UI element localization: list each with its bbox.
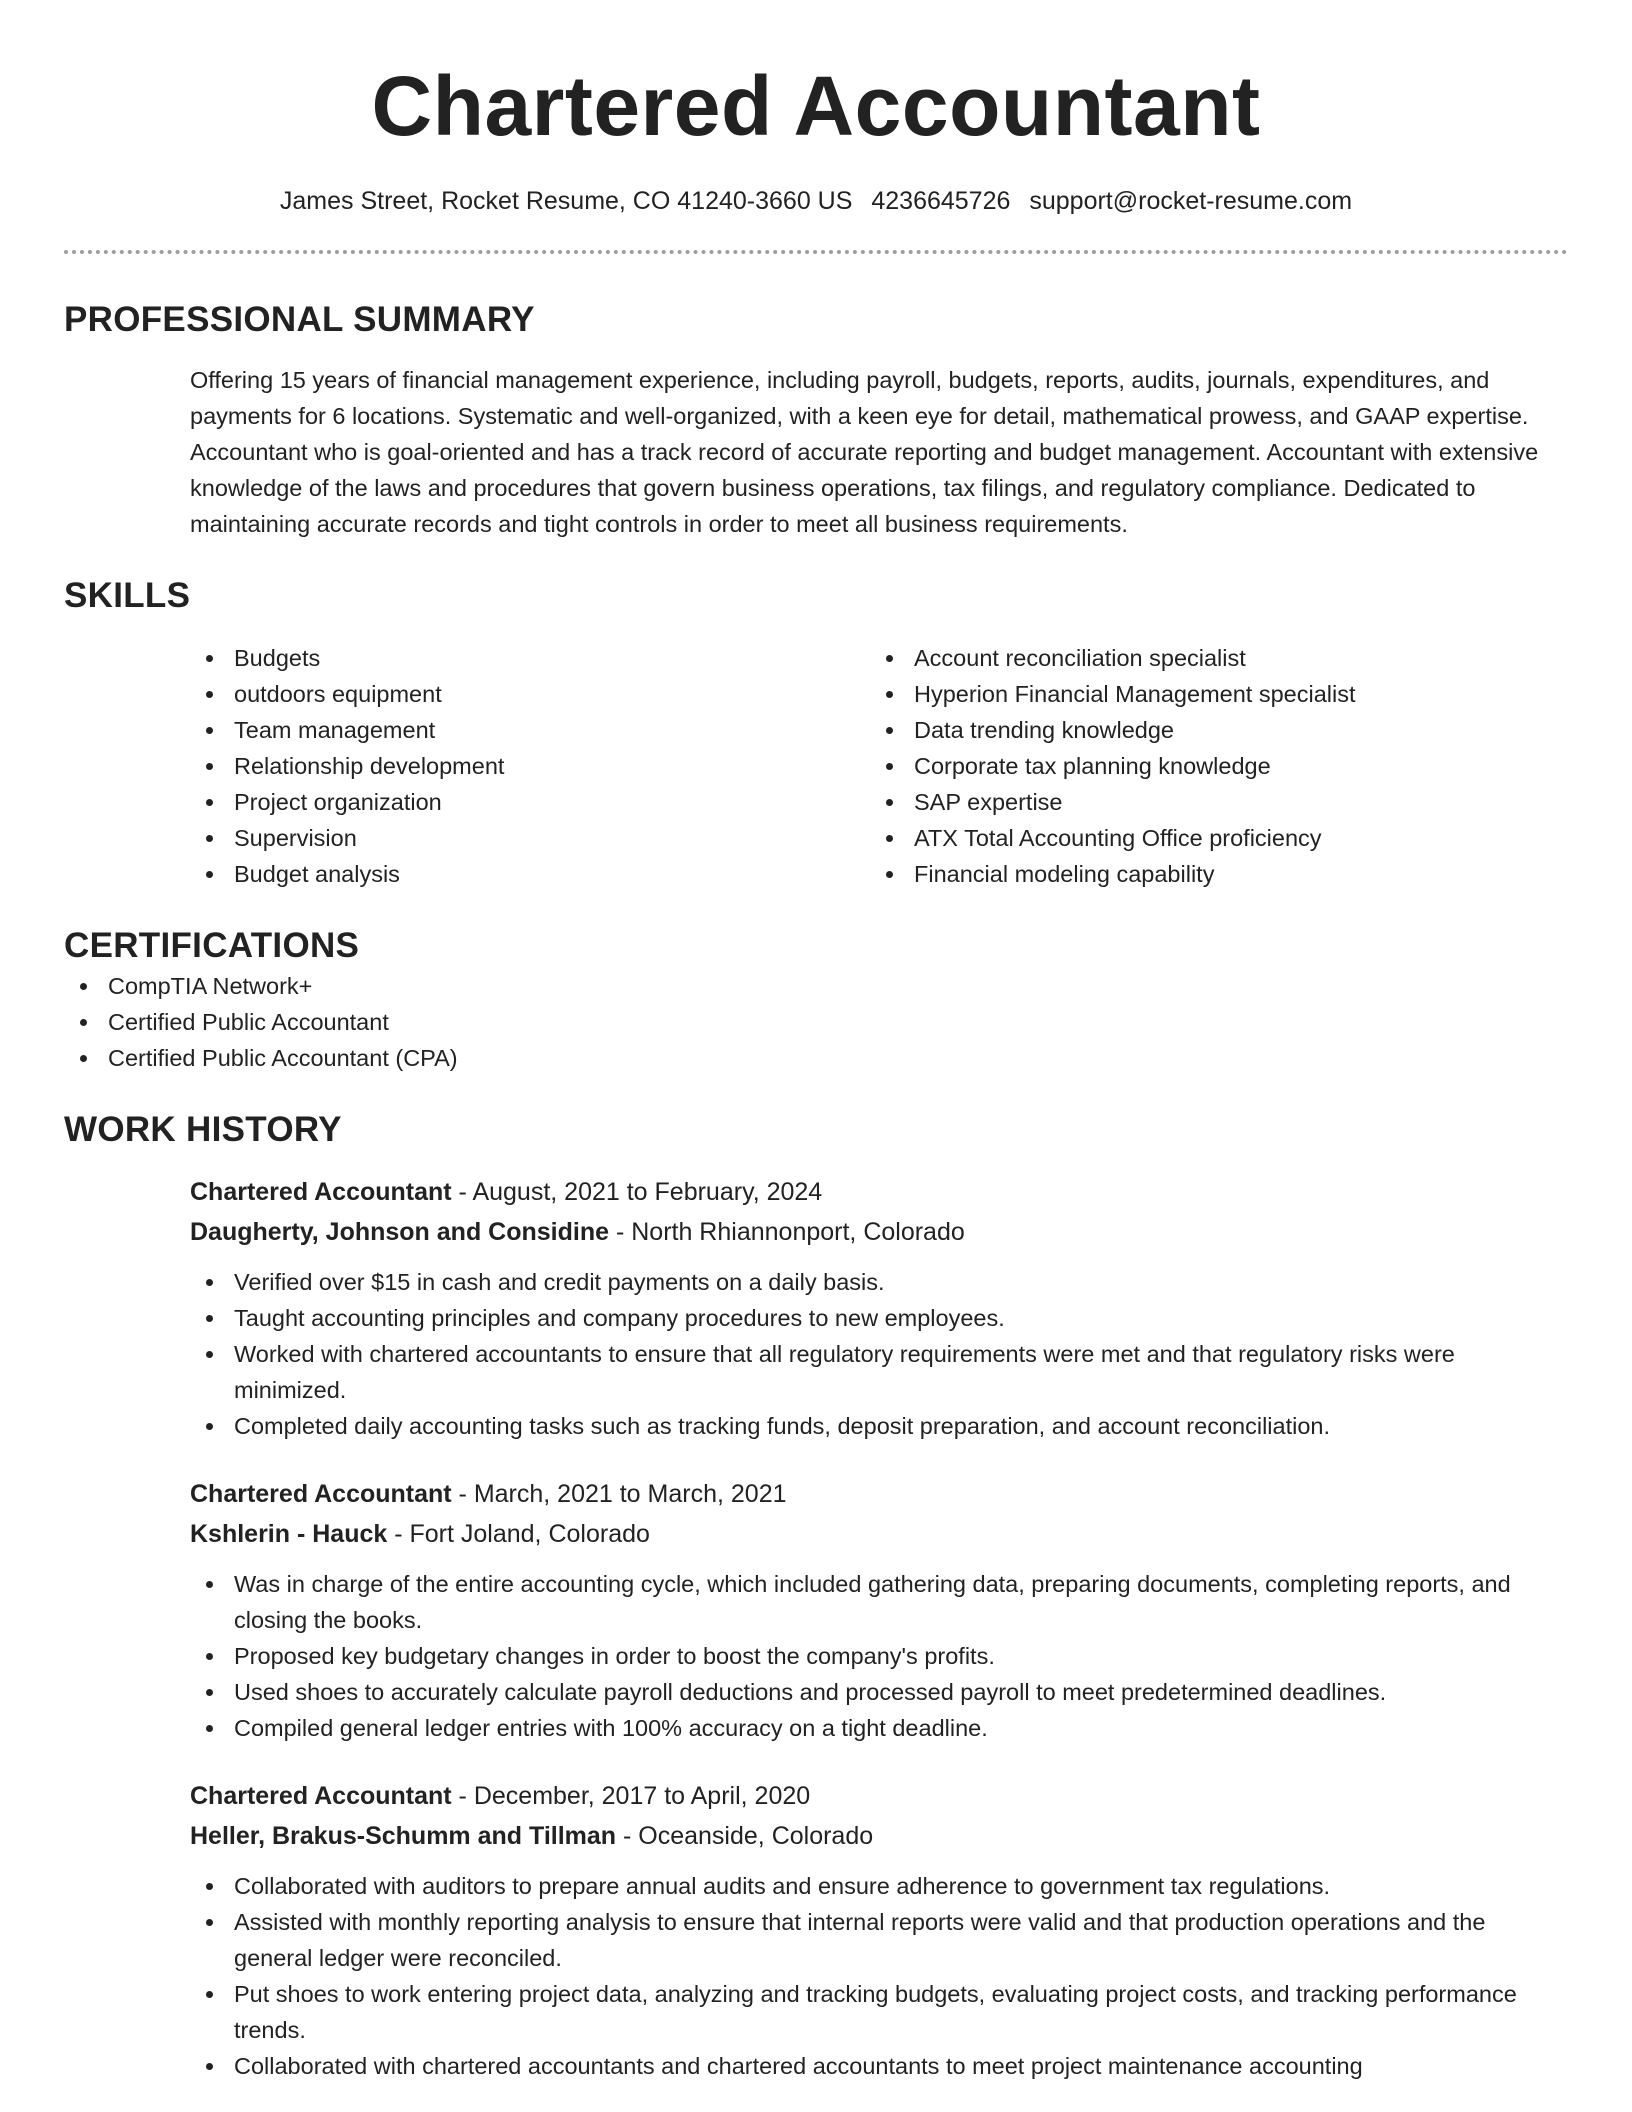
job-title-line bbox=[190, 1474, 1568, 1514]
job-entry bbox=[190, 1776, 1568, 2084]
skill-item: SAP expertise bbox=[870, 784, 1550, 820]
work-history-section bbox=[64, 1108, 1568, 2084]
contact-email: support@rocket-resume.com bbox=[1029, 187, 1353, 215]
job-dates: - December, 2017 to April, 2020 bbox=[451, 1782, 811, 1810]
job-company-line bbox=[190, 1514, 1568, 1554]
job-bullets bbox=[190, 1566, 1568, 1746]
job-bullet: Collaborated with chartered accountants and chartered accountants to meet project maintenance accounting bbox=[190, 2048, 1568, 2084]
certifications-list bbox=[64, 968, 1568, 1076]
job-company: Heller, Brakus-Schumm and Tillman bbox=[190, 1822, 617, 1850]
job-entry bbox=[190, 1172, 1568, 1444]
header-divider bbox=[64, 250, 1568, 254]
certifications-heading: CERTIFICATIONS bbox=[64, 926, 360, 965]
skill-item: Data trending knowledge bbox=[870, 712, 1550, 748]
skill-item: outdoors equipment bbox=[190, 676, 870, 712]
skill-item: Relationship development bbox=[190, 748, 870, 784]
job-role: Chartered Accountant bbox=[190, 1178, 452, 1206]
job-bullet: Worked with chartered accountants to ensure that all regulatory requirements were met and that regulatory risks were minimized. bbox=[190, 1336, 1568, 1408]
job-bullet: Put shoes to work entering project data, analyzing and tracking budgets, evaluating project costs, and tracking performance trends. bbox=[190, 1976, 1568, 2048]
job-company-line bbox=[190, 1816, 1568, 1856]
certification-item: Certified Public Accountant bbox=[64, 1004, 1568, 1040]
job-company: Kshlerin - Hauck bbox=[190, 1520, 388, 1548]
job-bullet: Was in charge of the entire accounting cycle, which included gathering data, preparing documents, completing reports, and closing the books. bbox=[190, 1566, 1568, 1638]
contact-line bbox=[64, 184, 1568, 218]
summary-heading: PROFESSIONAL SUMMARY bbox=[64, 300, 535, 339]
skill-item: Budget analysis bbox=[190, 856, 870, 892]
job-bullets bbox=[190, 1868, 1568, 2084]
skills-list-right bbox=[870, 640, 1550, 892]
job-bullet: Completed daily accounting tasks such as tracking funds, deposit preparation, and account reconciliation. bbox=[190, 1408, 1568, 1444]
job-role: Chartered Accountant bbox=[190, 1480, 452, 1508]
summary-text: Offering 15 years of financial management experience, including payroll, budgets, reports, audits, journals, expenditures, and payments for 6 locations. Systematic and well-organized, with a keen eye for detail, mathematical prowess, and GAAP expertise. Accountant who is goal-oriented and has a track record of accurate reporting and budget management. Accountant with extensive knowledge of the laws and procedures that govern business operations, tax filings, and regulatory compliance. Dedicated to maintaining accurate records and tight controls in order to meet all business requirements. bbox=[190, 367, 1539, 537]
summary-section bbox=[64, 298, 1568, 542]
skills-section bbox=[64, 574, 1568, 892]
job-bullet: Collaborated with auditors to prepare annual audits and ensure adherence to government tax regulations. bbox=[190, 1868, 1568, 1904]
skill-item: Financial modeling capability bbox=[870, 856, 1550, 892]
skills-list-left bbox=[190, 640, 870, 892]
skills-heading: SKILLS bbox=[64, 576, 191, 615]
job-bullet: Used shoes to accurately calculate payroll deductions and processed payroll to meet predetermined deadlines. bbox=[190, 1674, 1568, 1710]
skill-item: Hyperion Financial Management specialist bbox=[870, 676, 1550, 712]
job-bullet: Compiled general ledger entries with 100% accuracy on a tight deadline. bbox=[190, 1710, 1568, 1746]
skill-item: Account reconciliation specialist bbox=[870, 640, 1550, 676]
certifications-section bbox=[64, 924, 1568, 1076]
resume-page bbox=[64, 0, 1568, 2084]
job-location: - Oceanside, Colorado bbox=[616, 1822, 874, 1850]
resume-name: Chartered Accountant bbox=[371, 59, 1261, 153]
job-location: - North Rhiannonport, Colorado bbox=[609, 1218, 965, 1246]
job-dates: - March, 2021 to March, 2021 bbox=[451, 1480, 787, 1508]
job-bullet: Taught accounting principles and company procedures to new employees. bbox=[190, 1300, 1568, 1336]
skill-item: Budgets bbox=[190, 640, 870, 676]
work-history-heading: WORK HISTORY bbox=[64, 1110, 342, 1149]
skills-grid bbox=[190, 640, 1568, 892]
job-role: Chartered Accountant bbox=[190, 1782, 452, 1810]
skill-item: Supervision bbox=[190, 820, 870, 856]
job-bullet: Assisted with monthly reporting analysis to ensure that internal reports were valid and that production operations and the general ledger were reconciled. bbox=[190, 1904, 1568, 1976]
job-bullet: Proposed key budgetary changes in order to boost the company's profits. bbox=[190, 1638, 1568, 1674]
job-entry bbox=[190, 1474, 1568, 1746]
job-company: Daugherty, Johnson and Considine bbox=[190, 1218, 610, 1246]
skill-item: ATX Total Accounting Office proficiency bbox=[870, 820, 1550, 856]
job-location: - Fort Joland, Colorado bbox=[387, 1520, 650, 1548]
contact-phone: 4236645726 bbox=[871, 187, 1011, 215]
job-company-line bbox=[190, 1212, 1568, 1252]
job-bullet: Verified over $15 in cash and credit payments on a daily basis. bbox=[190, 1264, 1568, 1300]
certification-item: Certified Public Accountant (CPA) bbox=[64, 1040, 1568, 1076]
skill-item: Team management bbox=[190, 712, 870, 748]
skill-item: Project organization bbox=[190, 784, 870, 820]
job-bullets bbox=[190, 1264, 1568, 1444]
job-title-line bbox=[190, 1172, 1568, 1212]
job-title-line bbox=[190, 1776, 1568, 1816]
contact-address: James Street, Rocket Resume, CO 41240-3660 US bbox=[279, 187, 853, 215]
skill-item: Corporate tax planning knowledge bbox=[870, 748, 1550, 784]
skills-column-right bbox=[870, 640, 1550, 892]
job-dates: - August, 2021 to February, 2024 bbox=[451, 1178, 823, 1206]
certification-item: CompTIA Network+ bbox=[64, 968, 1568, 1004]
skills-column-left bbox=[190, 640, 870, 892]
